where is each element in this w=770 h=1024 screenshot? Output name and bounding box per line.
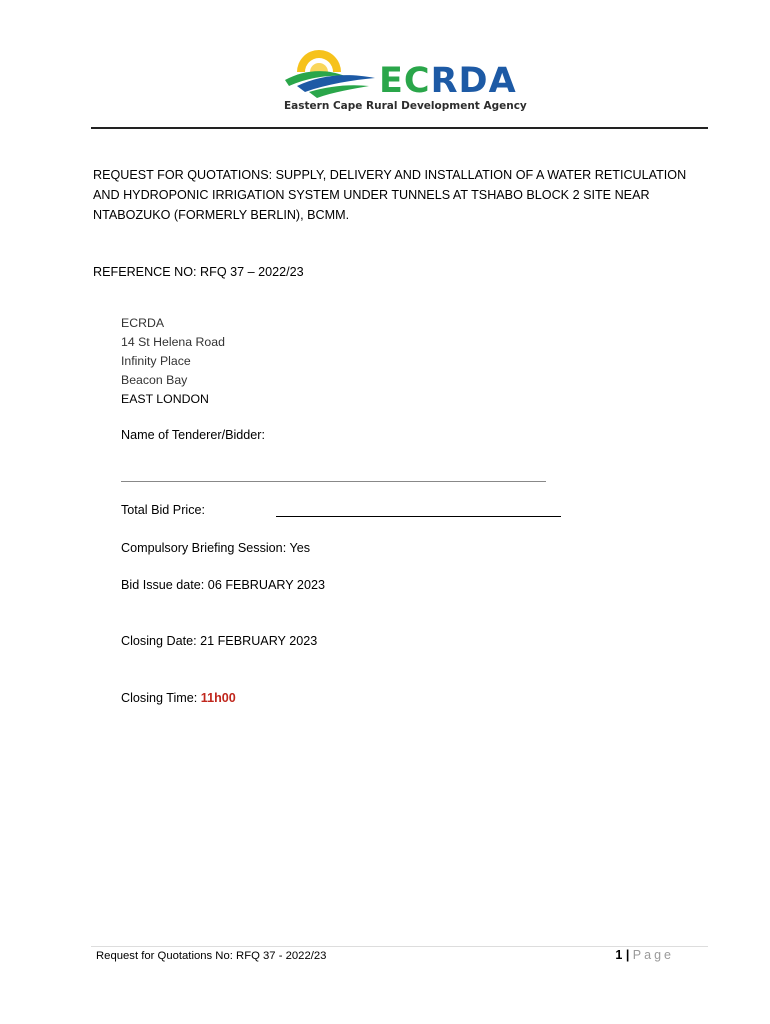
briefing-session: Compulsory Briefing Session: Yes <box>121 541 311 555</box>
total-bid-line <box>276 516 561 517</box>
tenderer-label: Name of Tenderer/Bidder: <box>121 428 265 442</box>
closing-time-value: 11h00 <box>200 691 236 705</box>
reference-number: REFERENCE NO: RFQ 37 – 2022/23 <box>93 265 304 279</box>
address-city: EAST LONDON <box>121 392 209 406</box>
address-block <box>121 314 225 409</box>
footer-reference: Request for Quotations No: RFQ 37 - 2022/23 <box>96 950 327 962</box>
tenderer-name-line <box>121 481 546 482</box>
address-line: Infinity Place <box>121 354 191 368</box>
page-number: 1 <box>615 948 623 962</box>
logo-wordmark <box>379 61 517 101</box>
closing-time <box>121 691 236 705</box>
logo-wordmark-blue: RDA <box>430 61 517 101</box>
logo-wordmark-green: EC <box>379 61 431 101</box>
closing-time-label: Closing Time: <box>121 691 201 705</box>
page-separator: | <box>625 948 630 962</box>
ecrda-logo <box>283 42 527 116</box>
header-divider <box>91 127 708 129</box>
page-word: Page <box>632 948 674 962</box>
total-bid-label: Total Bid Price: <box>121 503 205 517</box>
closing-date: Closing Date: 21 FEBRUARY 2023 <box>121 634 318 648</box>
logo-subtitle: Eastern Cape Rural Development Agency <box>284 100 527 112</box>
address-line: 14 St Helena Road <box>121 335 225 349</box>
footer-divider <box>91 946 708 947</box>
page-indicator <box>615 948 674 962</box>
address-line: Beacon Bay <box>121 373 188 387</box>
document-title: REQUEST FOR QUOTATIONS: SUPPLY, DELIVERY AND INSTALLATION OF A WATER RETICULATION AND HYDROPONIC IRRIGATION SYSTEM UNDER TUNNELS AT TSHABO BLOCK 2 SITE NEAR NTABOZUKO (FORMERLY BERLIN), BCMM. <box>93 168 687 222</box>
sun-wave-icon <box>283 42 383 102</box>
address-line: ECRDA <box>121 316 165 330</box>
bid-issue-date: Bid Issue date: 06 FEBRUARY 2023 <box>121 578 325 592</box>
